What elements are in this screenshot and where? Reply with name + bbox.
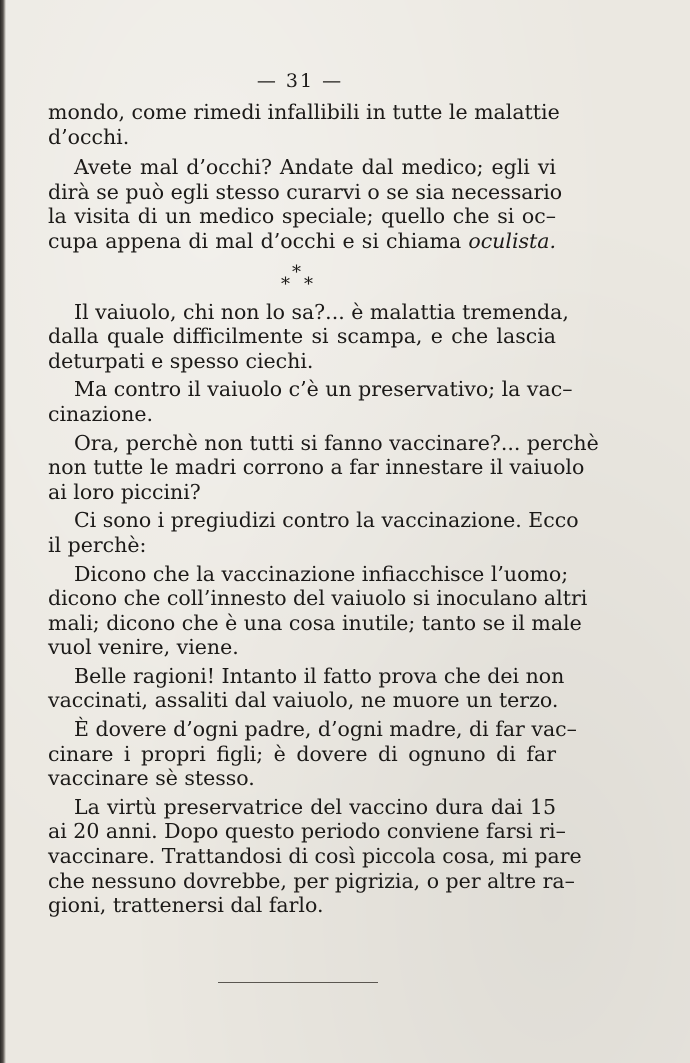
text-line: Belle ragioni! Intanto il fatto prova che dei non [74,663,565,688]
text-line: dirà se può egli stesso curarvi o se sia necessario [48,179,563,204]
end-rule [218,982,378,983]
text-line: vaccinati, assaliti dal vaiuolo, ne muore un terzo. [48,688,559,713]
text-line: non tutte le madri corrono a far innestare il vaiuolo [48,455,585,480]
text-line: gioni, trattenersi dal farlo. [48,893,324,918]
text-line: che nessuno dovrebbe, per pigrizia, o per altre ra– [48,868,575,893]
text-line-start: cupa appena di mal d’occhi e si chiama [48,228,469,253]
paragraph [48,100,560,149]
text-line: È dovere d’ogni padre, d’ogni madre, di far vac– [74,717,577,742]
text-line: la visita di un medico speciale; quello che si oc– [48,204,556,229]
text-line [48,229,556,254]
paragraph [48,508,579,557]
text-line: mali; dicono che è una cosa inutile; tanto se il male [48,610,582,635]
text-line: vaccinare. Trattandosi di così piccola cosa, mi pare [48,844,582,869]
text-line: cinare i propri figli; è dovere di ognuno di far [48,741,556,766]
paragraph [48,663,565,713]
text-line: deturpati e spesso ciechi. [48,348,314,373]
text-line: cinazione. [48,401,154,426]
text-line: Il vaiuolo, chi non lo sa?... è malattia tremenda, [74,299,569,324]
emphasized-term: oculista. [468,228,556,253]
page-number: — 31 — [256,70,344,92]
text-line: Ci sono i pregiudizi contro la vaccinazione. Ecco [74,508,579,533]
paragraph [48,717,577,791]
asterisk-left: * [281,273,290,295]
page-binding-edge [0,0,6,1063]
text-line: Dicono che la vaccinazione infiacchisce l’uomo; [74,561,569,586]
body-text [48,100,599,918]
text-line: d’occhi. [48,124,130,149]
text-line: Ma contro il vaiuolo c’è un preservativo; la vac– [74,377,573,402]
asterisk-right: * [304,273,313,295]
paragraph [48,299,569,374]
paragraph [48,377,573,426]
asterisk-top: * [292,261,301,283]
text-line: il perchè: [48,532,147,557]
text-line: dicono che coll’innesto del vaiuolo si inoculano altri [48,586,588,611]
text-line: La virtù preservatrice del vaccino dura dai 15 [74,794,556,819]
text-line: ai 20 anni. Dopo questo periodo conviene farsi ri– [48,819,566,844]
paragraph [48,430,599,505]
paragraph [48,155,563,253]
text-line: vaccinare sè stesso. [48,766,255,791]
text-line: Avete mal d’occhi? Andate dal medico; egli vi [74,155,556,180]
paragraph [48,561,588,660]
text-line: ai loro piccini? [48,479,201,504]
section-separator [48,254,556,300]
text-line: vuol venire, viene. [48,635,239,660]
text-line: mondo, come rimedi infallibili in tutte le malattie [48,100,560,124]
text-line: Ora, perchè non tutti si fanno vaccinare?... perchè [74,430,599,455]
paragraph [48,794,582,918]
text-line: dalla quale difficilmente si scampa, e che lascia [48,324,556,349]
